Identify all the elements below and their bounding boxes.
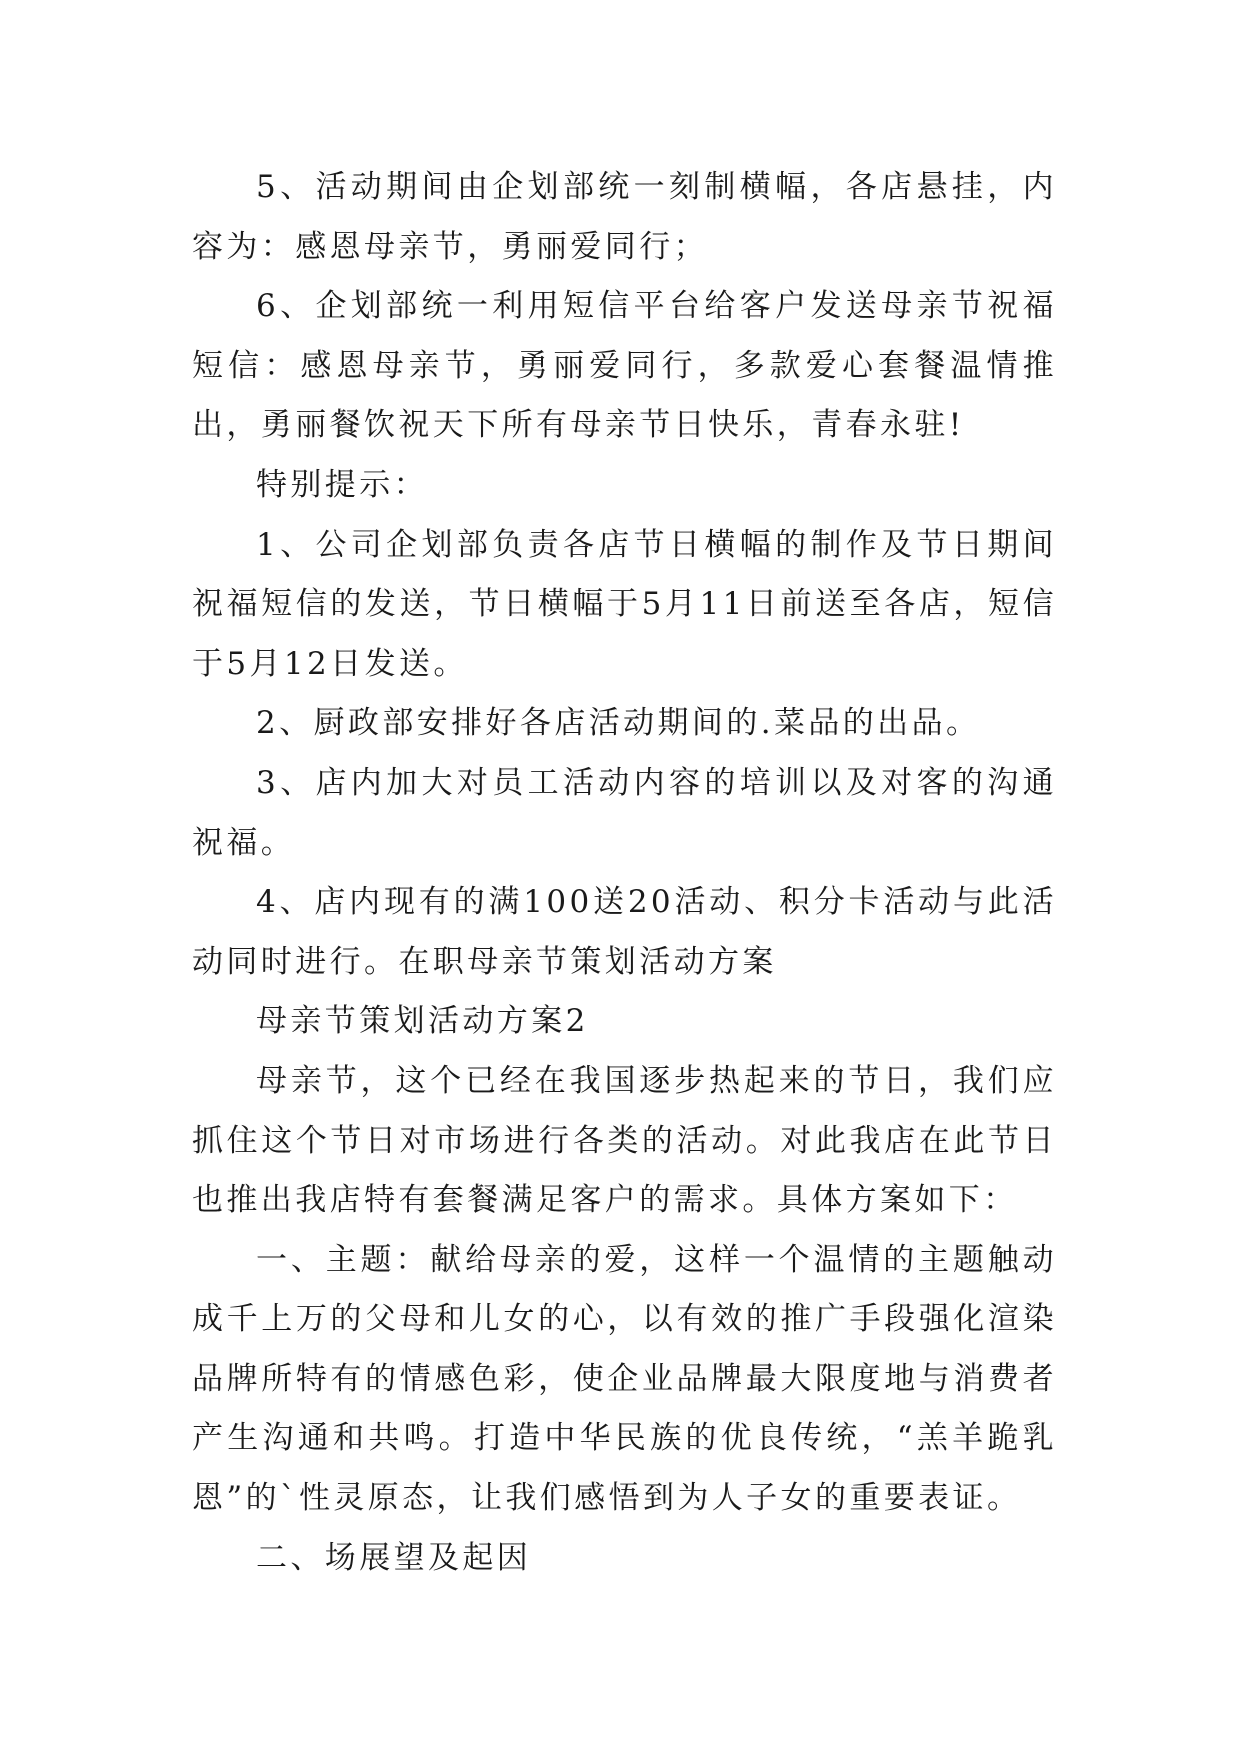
theme-paragraph: 一、主题：献给母亲的爱，这样一个温情的主题触动成千上万的父母和儿女的心，以有效的推广手段强化渲染品牌所特有的情感色彩，使企业品牌最大限度地与消费者产生沟通和共鸣。打造中华民族的优良传统，“羔羊跪乳恩”的`性灵原态，让我们感悟到为人子女的重要表证。 bbox=[192, 1241, 1057, 1517]
paragraph-item-6-sms: 6、企划部统一利用短信平台给客户发送母亲节祝福短信：感恩母亲节，勇丽爱同行，多款爱心套餐温情推出，勇丽餐饮祝天下所有母亲节日快乐，青春永驻! bbox=[192, 288, 1057, 444]
intro-paragraph: 母亲节，这个已经在我国逐步热起来的节日，我们应抓住这个节日对市场进行各类的活动。对此我店在此节日也推出我店特有套餐满足客户的需求。具体方案如下： bbox=[192, 1062, 1057, 1219]
notice-item-2: 2、厨政部安排好各店活动期间的.菜品的出品。 bbox=[256, 705, 981, 742]
notice-item-3: 3、店内加大对员工活动内容的培训以及对客的沟通祝福。 bbox=[192, 764, 1057, 861]
document-page bbox=[192, 158, 1057, 1588]
outlook-heading: 二、场展望及起因 bbox=[256, 1539, 532, 1576]
section-title-plan-2: 母亲节策划活动方案2 bbox=[256, 1003, 589, 1040]
special-notice-heading: 特别提示： bbox=[256, 466, 428, 503]
notice-item-4: 4、店内现有的满100送20活动、积分卡活动与此活动同时进行。在职母亲节策划活动方案 bbox=[192, 884, 1057, 980]
paragraph-item-5-banner: 5、活动期间由企划部统一刻制横幅，各店悬挂，内容为：感恩母亲节，勇丽爱同行； bbox=[192, 169, 1057, 265]
notice-item-1: 1、公司企划部负责各店节日横幅的制作及节日期间祝福短信的发送，节日横幅于5月11日前送至各店，短信于5月12日发送。 bbox=[192, 526, 1057, 682]
